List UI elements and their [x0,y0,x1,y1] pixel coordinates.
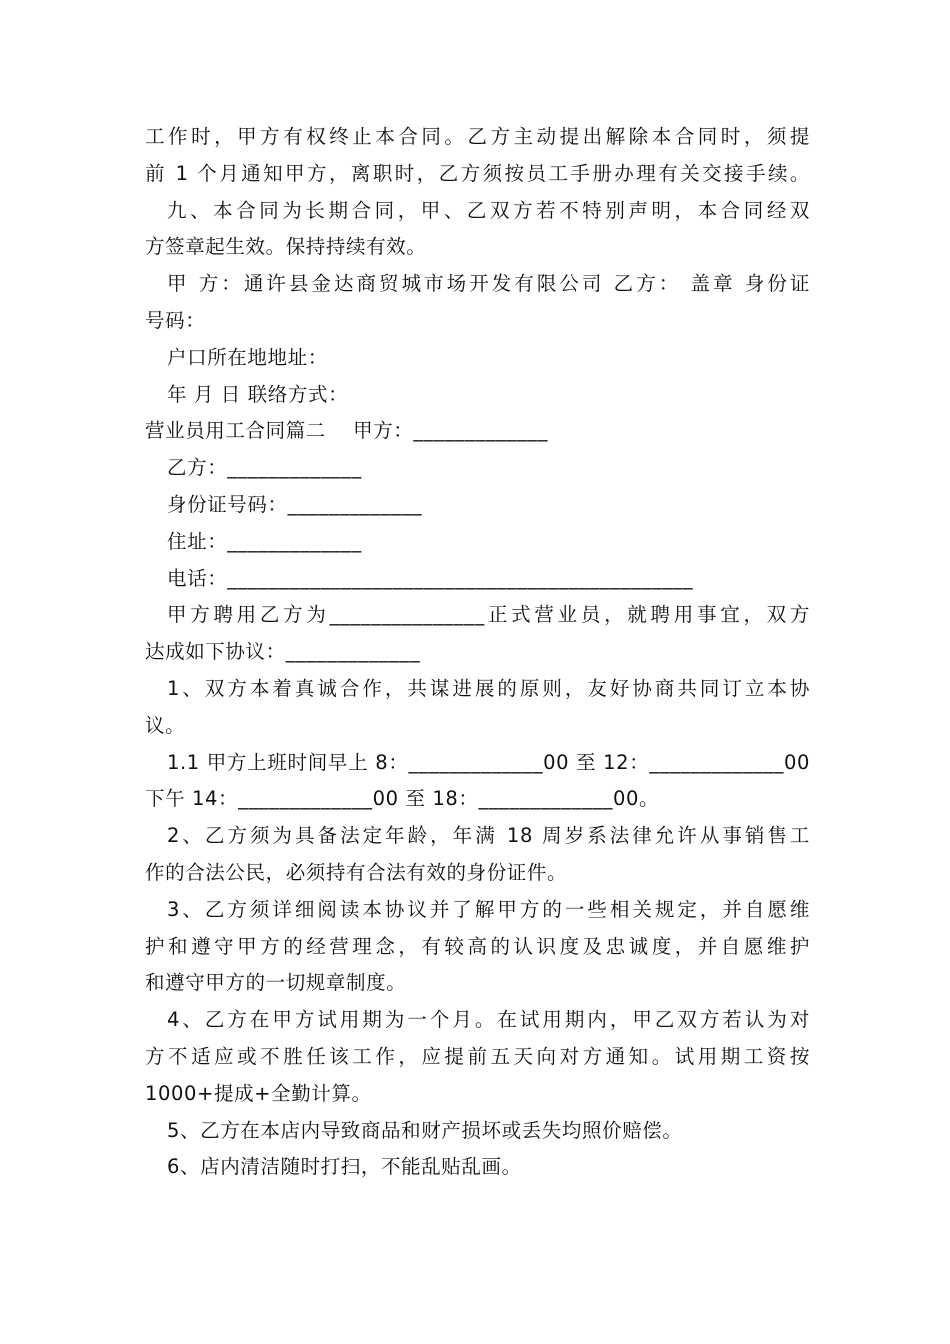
text-line: 作的合法公民，必须持有合法有效的身份证件。 [145,860,568,884]
text-line: 前 1 个月通知甲方，离职时，乙方须按员工手册办理有关交接手续。 [145,161,810,185]
text-line: 方签章起生效。保持持续有效。 [145,235,427,259]
text-line: 1、双方本着真诚合作，共谋进展的原则，友好协商共同订立本协 [167,676,810,700]
text-line: 1.1 甲方上班时间早上 8：_____________00 至 12：_____________00 [167,750,810,774]
text-line: 1000+提成+全勤计算。 [145,1081,372,1105]
text-line: 4、乙方在甲方试用期为一个月。在试用期内，甲乙双方若认为对 [167,1008,810,1032]
text-line: 住址：_____________ [167,529,362,553]
text-line: 户口所在地地址： [167,345,328,369]
text-line: 和遵守甲方的一切规章制度。 [145,971,407,995]
text-line: 年 月 日 联络方式： [167,382,349,406]
document-body [145,119,810,1186]
text-line: 护和遵守甲方的经营理念，有较高的认识度及忠诚度，并自愿维护 [145,934,810,958]
text-line: 电话：_____________________________________________ [167,566,694,590]
text-line: 号码： [145,308,206,332]
text-line: 工作时，甲方有权终止本合同。乙方主动提出解除本合同时，须提 [145,125,810,148]
text-line: 3、乙方须详细阅读本协议并了解甲方的一些相关规定，并自愿维 [167,897,810,921]
text-line: 甲 方：通许县金达商贸城市场开发有限公司 乙方： 盖章 身份证 [167,272,810,296]
text-line: 九、本合同为长期合同，甲、乙双方若不特别声明，本合同经双 [167,198,810,222]
text-line: 营业员用工合同篇二 甲方：_____________ [145,419,548,443]
text-line: 达成如下协议：_____________ [145,640,421,664]
text-line: 方不适应或不胜任该工作，应提前五天向对方通知。试用期工资按 [145,1044,810,1068]
text-line: 甲方聘用乙方为_______________正式营业员，就聘用事宜，双方 [167,603,810,627]
text-line: 6、店内清洁随时打扫，不能乱贴乱画。 [167,1155,522,1179]
text-line: 下午 14：_____________00 至 18：_____________00。 [145,787,660,811]
text-line: 5、乙方在本店内导致商品和财产损坏或丢失均照价赔偿。 [167,1118,683,1142]
text-line: 身份证号码：_____________ [167,492,423,516]
text-line: 议。 [145,713,186,737]
text-line: 2、乙方须为具备法定年龄，年满 18 周岁系法律允许从事销售工 [167,824,810,848]
text-line: 乙方：_____________ [167,456,362,480]
